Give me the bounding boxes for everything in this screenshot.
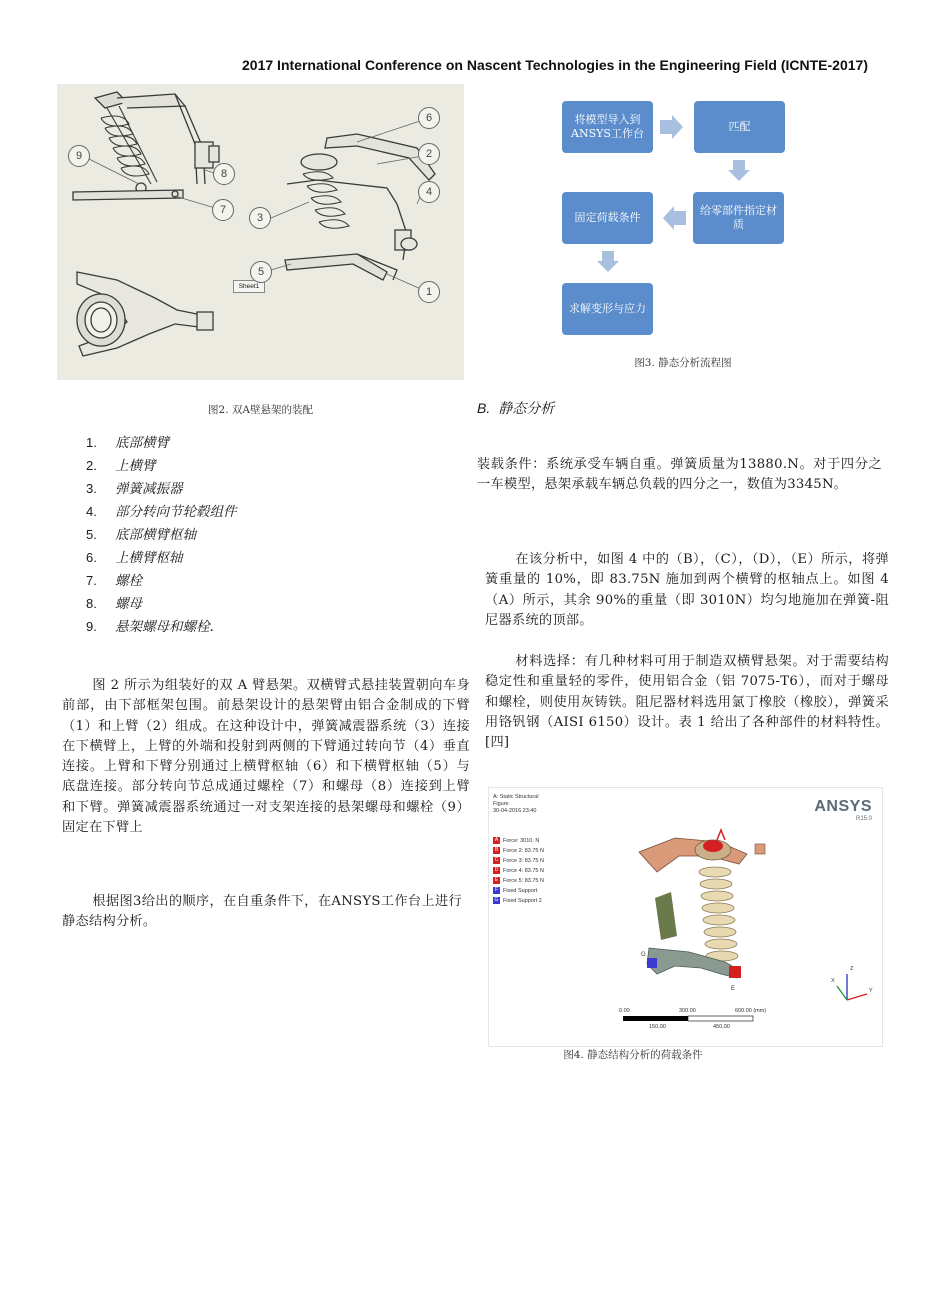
legend-key: G [494, 897, 499, 904]
arrow-down-icon [728, 160, 750, 181]
parts-list-label: 悬架螺母和螺栓. [115, 619, 214, 635]
flow-step-material: 给零部件指定材质 [693, 192, 784, 244]
paragraph-material-selection: 材料选择：有几种材料可用于制造双横臂悬架。对于需要结构稳定性和重量轻的零件，使用铝合金（铝 7075-T6），而对于螺母和螺栓，则使用灰铸铁。阻尼器材料选用氯丁橡胶（橡胶），弹簧采用铬钒钢（AISI 6150）设计。表 1 给出了各种部件的材料特性。[四] [485, 654, 889, 751]
parts-list-number: 9. [86, 619, 97, 634]
parts-list-number: 7. [86, 573, 97, 588]
parts-list-item [86, 433, 466, 456]
ansys-title-line: A: Static Structural [493, 794, 539, 800]
scale-tick-label: 300.00 [679, 1008, 696, 1014]
parts-list-label: 上横臂枢轴 [115, 550, 183, 566]
parts-list-item [86, 571, 466, 594]
parts-list-item [86, 456, 466, 479]
parts-list-number: 8. [86, 596, 97, 611]
ansys-title-line: Figure [493, 801, 509, 807]
callout-number: 7 [212, 199, 234, 221]
callout-number: 5 [250, 261, 272, 283]
parts-list-label: 弹簧减振器 [115, 481, 183, 497]
parts-list-item [86, 594, 466, 617]
parts-list-item [86, 525, 466, 548]
legend-label: Force 2: 83.75 N [503, 848, 544, 854]
parts-list-item [86, 548, 466, 571]
figure-3-caption: 图3. 静态分析流程图 [634, 357, 732, 369]
axis-label: Z [850, 966, 854, 972]
arrow-left-icon [663, 206, 686, 230]
callout-number: 8 [213, 163, 235, 185]
parts-list [86, 433, 466, 640]
parts-list-item [86, 502, 466, 525]
flow-step-loads: 固定荷载条件 [562, 192, 653, 244]
scale-tick-label: 450.00 [713, 1024, 730, 1030]
suspension-cad-drawing [57, 84, 464, 380]
figure-2-image [57, 84, 464, 380]
paragraph-load-distribution: 在该分析中，如图 4 中的（B），（C），（D），（E）所示，将弹簧重量的 10%，即 83.75N 施加到两个横臂的枢轴点上。如图 4（A）所示，其余 90%的重量（即 3010N）均匀地施加在弹簧-阻尼器系统的顶部。 [485, 552, 889, 628]
flow-step-solve: 求解变形与应力 [562, 283, 653, 335]
legend-key: C [494, 857, 499, 864]
paragraph-loading-conditions: 装载条件：系统承受车辆自重。弹簧质量为13880.N。对于四分之一车模型，悬架承载车辆总负载的四分之一，数值为3345N。 [477, 457, 882, 493]
parts-list-label: 底部横臂枢轴 [115, 527, 196, 543]
flow-step-mesh: 匹配 [694, 101, 785, 153]
parts-list-number: 2. [86, 458, 97, 473]
callout-number: 2 [418, 143, 440, 165]
legend-key: B [494, 847, 499, 854]
parts-list-number: 3. [86, 481, 97, 496]
parts-list-label: 上横臂 [115, 458, 156, 474]
parts-list-item [86, 479, 466, 502]
legend-key: F [494, 887, 499, 894]
arrow-right-icon [660, 115, 683, 139]
legend-label: Force 4: 83.75 N [503, 868, 544, 874]
paragraph-analysis-intro: 根据图3给出的顺序，在自重条件下，在ANSYS工作台上进行静态结构分析。 [62, 894, 462, 930]
section-b-letter: B. [477, 400, 491, 416]
legend-label: Force: 3010. N [503, 838, 540, 844]
parts-list-number: 5. [86, 527, 97, 542]
flow-arrows [556, 96, 790, 342]
ansys-version: R15.0 [855, 816, 872, 822]
figure-4-ansys-screenshot [488, 787, 883, 1047]
parts-list-number: 1. [86, 435, 97, 450]
callout-number: 1 [418, 281, 440, 303]
parts-list-item [86, 617, 466, 640]
scale-tick-label: 600.00 (mm) [735, 1008, 767, 1014]
callout-number: 3 [249, 207, 271, 229]
figure-4-caption: 图4. 静态结构分析的荷载条件 [563, 1049, 703, 1061]
legend-label: Force 3: 83.75 N [503, 858, 544, 864]
marker-label-g: G [641, 952, 646, 958]
legend-label: Force 5: 83.75 N [503, 878, 544, 884]
parts-list-label: 螺栓 [115, 573, 142, 589]
parts-list-label: 螺母 [115, 596, 142, 612]
parts-list-number: 4. [86, 504, 97, 519]
legend-key: D [494, 867, 499, 874]
paragraph-suspension-description: 图 2 所示为组装好的双 A 臂悬架。双横臂式悬挂装置朝向车身前部，由下部框架包围。前悬架设计的悬架臂由铝合金制成的下臂（1）和上臂（2）组成。在这种设计中，弹簧减震器系统（3）连接在下横臂上，上臂的外端和投射到两侧的下臂通过转向节（4）垂直连接。上臂和下臂分别通过上横臂枢轴（6）和下横臂枢轴（5）与底盘连接。部分转向节总成通过螺栓（7）和螺母（8）连接到上臂和下臂。弹簧减震器系统通过一对支架连接的悬架螺母和螺栓（9）固定在下臂上 [62, 678, 470, 836]
figure-3-flowchart [556, 96, 790, 342]
legend-label: Fixed Support [503, 888, 538, 894]
parts-list-label: 部分转向节轮毂组件 [115, 504, 237, 520]
section-b-heading [477, 398, 554, 418]
running-header: 2017 International Conference on Nascent Technologies in the Engineering Field (ICNTE-2017) [242, 57, 868, 73]
ansys-title-line: 30-04-2016 23:40 [493, 808, 537, 814]
parts-list-number: 6. [86, 550, 97, 565]
figure-2-caption: 图2. 双A壁悬架的装配 [208, 404, 313, 416]
sheet-tab: Sheet1 [233, 280, 265, 293]
legend-label: Fixed Support 2 [503, 898, 542, 904]
callout-number: 9 [68, 145, 90, 167]
axis-label: Y [869, 988, 873, 994]
marker-label-e: E [731, 986, 736, 992]
legend-key: A [494, 837, 499, 844]
callout-number: 4 [418, 181, 440, 203]
callout-number: 6 [418, 107, 440, 129]
ansys-logo-text: ANSYS [814, 798, 872, 815]
scale-tick-label: 0.00 [619, 1008, 630, 1014]
flow-step-import: 将模型导入到ANSYS工作台 [562, 101, 653, 153]
axis-label: X [831, 978, 835, 984]
parts-list-label: 底部横臂 [115, 435, 169, 451]
legend-key: E [494, 877, 499, 884]
arrow-down-icon [597, 251, 619, 272]
section-b-title: 静态分析 [498, 401, 555, 417]
scale-tick-label: 150.00 [649, 1024, 666, 1030]
